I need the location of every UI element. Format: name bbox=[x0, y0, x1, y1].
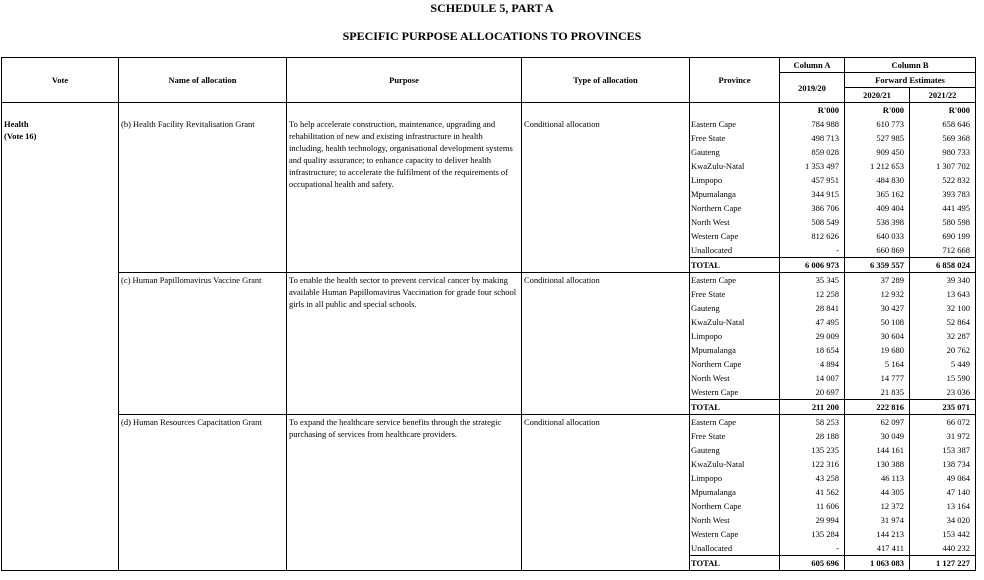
amount-b1: 14 777 bbox=[845, 371, 910, 385]
amount-a: 386 706 bbox=[780, 201, 845, 215]
unit-label-a: R'000 bbox=[780, 103, 845, 118]
province-name: Mpumalanga bbox=[690, 187, 780, 201]
amount-b2: 138 734 bbox=[910, 457, 976, 471]
amount-a: 47 495 bbox=[780, 315, 845, 329]
amount-b2: 980 733 bbox=[910, 145, 976, 159]
amount-a: 35 345 bbox=[780, 273, 845, 288]
allocation-type: Conditional allocation bbox=[522, 273, 690, 415]
province-name: Mpumalanga bbox=[690, 485, 780, 499]
amount-b1: 527 985 bbox=[845, 131, 910, 145]
total-b2: 6 858 024 bbox=[910, 258, 976, 273]
header-forward-estimates: Forward Estimates bbox=[845, 73, 976, 88]
allocation-purpose: To help accelerate construction, maintenance, upgrading and rehabilitation of new and existing infrastructure in health including, health technology, organisational development systems and quality assurance; to enhance capacity to deliver health infrastructure; to accelerate the fulfilment of the requirements of occupational health and safety. bbox=[287, 117, 522, 273]
province-cell bbox=[690, 103, 780, 118]
header-province: Province bbox=[690, 58, 780, 103]
amount-a: 28 841 bbox=[780, 301, 845, 315]
amount-b1: 31 974 bbox=[845, 513, 910, 527]
amount-b2: 47 140 bbox=[910, 485, 976, 499]
amount-a: 14 007 bbox=[780, 371, 845, 385]
province-name: North West bbox=[690, 513, 780, 527]
amount-a: 859 028 bbox=[780, 145, 845, 159]
amount-b2: 441 495 bbox=[910, 201, 976, 215]
amount-b1: 640 033 bbox=[845, 229, 910, 243]
amount-b2: 569 368 bbox=[910, 131, 976, 145]
header-column-a: Column A bbox=[780, 58, 845, 73]
amount-a: 135 235 bbox=[780, 443, 845, 457]
amount-b2: 440 232 bbox=[910, 541, 976, 556]
amount-b1: 30 427 bbox=[845, 301, 910, 315]
amount-b1: 19 680 bbox=[845, 343, 910, 357]
amount-a: 784 988 bbox=[780, 117, 845, 131]
schedule-title: SCHEDULE 5, PART A bbox=[430, 1, 554, 15]
total-label: TOTAL bbox=[690, 258, 780, 273]
amount-b1: 5 164 bbox=[845, 357, 910, 371]
province-name: Gauteng bbox=[690, 443, 780, 457]
province-name: Northern Cape bbox=[690, 499, 780, 513]
province-name: Limpopo bbox=[690, 329, 780, 343]
amount-b2: 31 972 bbox=[910, 429, 976, 443]
amount-b2: 153 442 bbox=[910, 527, 976, 541]
province-name: Western Cape bbox=[690, 229, 780, 243]
amount-b1: 144 161 bbox=[845, 443, 910, 457]
amount-b1: 538 398 bbox=[845, 215, 910, 229]
province-name: Unallocated bbox=[690, 541, 780, 556]
amount-a: 457 951 bbox=[780, 173, 845, 187]
amount-b1: 12 372 bbox=[845, 499, 910, 513]
allocation-purpose: To expand the healthcare service benefits through the strategic purchasing of services from healthcare providers. bbox=[287, 415, 522, 571]
amount-b2: 580 598 bbox=[910, 215, 976, 229]
amount-a: 58 253 bbox=[780, 415, 845, 430]
amount-a: 29 009 bbox=[780, 329, 845, 343]
amount-b1: 610 773 bbox=[845, 117, 910, 131]
amount-b2: 658 646 bbox=[910, 117, 976, 131]
unit-row bbox=[2, 103, 976, 118]
province-name: Free State bbox=[690, 287, 780, 301]
amount-b1: 12 932 bbox=[845, 287, 910, 301]
allocation-name: (d) Human Resources Capacitation Grant bbox=[119, 415, 287, 571]
total-label: TOTAL bbox=[690, 556, 780, 571]
amount-b1: 660 869 bbox=[845, 243, 910, 258]
amount-b2: 49 064 bbox=[910, 471, 976, 485]
amount-b2: 52 864 bbox=[910, 315, 976, 329]
total-b1: 1 063 083 bbox=[845, 556, 910, 571]
amount-b1: 30 049 bbox=[845, 429, 910, 443]
amount-b2: 39 340 bbox=[910, 273, 976, 288]
table-row bbox=[2, 273, 976, 288]
province-name: North West bbox=[690, 371, 780, 385]
amount-a: - bbox=[780, 243, 845, 258]
province-name: Eastern Cape bbox=[690, 273, 780, 288]
province-name: Gauteng bbox=[690, 145, 780, 159]
total-b1: 6 359 557 bbox=[845, 258, 910, 273]
header-purpose: Purpose bbox=[287, 58, 522, 103]
allocation-type: Conditional allocation bbox=[522, 117, 690, 273]
amount-b1: 909 450 bbox=[845, 145, 910, 159]
amount-b1: 130 388 bbox=[845, 457, 910, 471]
amount-b2: 1 307 702 bbox=[910, 159, 976, 173]
amount-b2: 20 762 bbox=[910, 343, 976, 357]
amount-b1: 46 113 bbox=[845, 471, 910, 485]
header-vote: Vote bbox=[2, 58, 119, 103]
table-row bbox=[2, 415, 976, 430]
amount-b2: 15 590 bbox=[910, 371, 976, 385]
type-cell bbox=[522, 103, 690, 118]
allocation-type: Conditional allocation bbox=[522, 415, 690, 571]
amount-b2: 712 668 bbox=[910, 243, 976, 258]
amount-b1: 62 097 bbox=[845, 415, 910, 430]
amount-b2: 13 164 bbox=[910, 499, 976, 513]
header-name: Name of allocation bbox=[119, 58, 287, 103]
province-name: KwaZulu-Natal bbox=[690, 159, 780, 173]
table-row bbox=[2, 117, 976, 131]
amount-a: 498 713 bbox=[780, 131, 845, 145]
vote-name: Health bbox=[4, 119, 29, 129]
amount-b2: 153 387 bbox=[910, 443, 976, 457]
allocation-purpose: To enable the health sector to prevent cervical cancer by making available Human Papillomavirus Vaccination for grade four school girls in all public and special schools. bbox=[287, 273, 522, 415]
amount-a: 122 316 bbox=[780, 457, 845, 471]
amount-b1: 44 305 bbox=[845, 485, 910, 499]
province-name: Free State bbox=[690, 131, 780, 145]
amount-b2: 393 783 bbox=[910, 187, 976, 201]
header-year-b1: 2020/21 bbox=[845, 88, 910, 103]
amount-b2: 32 287 bbox=[910, 329, 976, 343]
amount-b1: 30 604 bbox=[845, 329, 910, 343]
amount-a: 20 697 bbox=[780, 385, 845, 400]
province-name: Limpopo bbox=[690, 471, 780, 485]
total-b2: 1 127 227 bbox=[910, 556, 976, 571]
province-name: Western Cape bbox=[690, 527, 780, 541]
allocation-name: (b) Health Facility Revitalisation Grant bbox=[119, 117, 287, 273]
amount-b1: 37 289 bbox=[845, 273, 910, 288]
amount-b1: 409 404 bbox=[845, 201, 910, 215]
unit-label-b1: R'000 bbox=[845, 103, 910, 118]
amount-a: - bbox=[780, 541, 845, 556]
amount-b1: 484 830 bbox=[845, 173, 910, 187]
amount-a: 508 549 bbox=[780, 215, 845, 229]
amount-b2: 32 100 bbox=[910, 301, 976, 315]
amount-b1: 21 835 bbox=[845, 385, 910, 400]
amount-a: 41 562 bbox=[780, 485, 845, 499]
name-cell bbox=[119, 103, 287, 118]
unit-label-b2: R'000 bbox=[910, 103, 976, 118]
province-name: Free State bbox=[690, 429, 780, 443]
vote-number: (Vote 16) bbox=[4, 131, 37, 141]
province-name: KwaZulu-Natal bbox=[690, 315, 780, 329]
amount-b2: 34 020 bbox=[910, 513, 976, 527]
amount-b1: 144 213 bbox=[845, 527, 910, 541]
province-name: Gauteng bbox=[690, 301, 780, 315]
province-name: Eastern Cape bbox=[690, 415, 780, 430]
total-label: TOTAL bbox=[690, 400, 780, 415]
purpose-cell bbox=[287, 103, 522, 118]
allocation-name: (c) Human Papillomavirus Vaccine Grant bbox=[119, 273, 287, 415]
province-name: Eastern Cape bbox=[690, 117, 780, 131]
table-title: SPECIFIC PURPOSE ALLOCATIONS TO PROVINCES bbox=[342, 29, 642, 43]
amount-b2: 13 643 bbox=[910, 287, 976, 301]
amount-b2: 23 036 bbox=[910, 385, 976, 400]
allocations-table bbox=[1, 57, 976, 571]
amount-a: 12 258 bbox=[780, 287, 845, 301]
amount-b1: 365 162 bbox=[845, 187, 910, 201]
amount-b2: 522 832 bbox=[910, 173, 976, 187]
total-a: 6 006 973 bbox=[780, 258, 845, 273]
total-a: 211 200 bbox=[780, 400, 845, 415]
amount-a: 812 626 bbox=[780, 229, 845, 243]
amount-a: 43 258 bbox=[780, 471, 845, 485]
table-body bbox=[2, 103, 976, 571]
amount-b1: 417 411 bbox=[845, 541, 910, 556]
header-type: Type of allocation bbox=[522, 58, 690, 103]
amount-b1: 50 108 bbox=[845, 315, 910, 329]
amount-a: 135 284 bbox=[780, 527, 845, 541]
amount-a: 11 606 bbox=[780, 499, 845, 513]
province-name: North West bbox=[690, 215, 780, 229]
amount-b2: 66 072 bbox=[910, 415, 976, 430]
province-name: Limpopo bbox=[690, 173, 780, 187]
province-name: Northern Cape bbox=[690, 201, 780, 215]
province-name: Unallocated bbox=[690, 243, 780, 258]
province-name: Western Cape bbox=[690, 385, 780, 400]
amount-a: 18 654 bbox=[780, 343, 845, 357]
amount-b2: 690 199 bbox=[910, 229, 976, 243]
province-name: Mpumalanga bbox=[690, 343, 780, 357]
header-year-b2: 2021/22 bbox=[910, 88, 976, 103]
amount-a: 29 994 bbox=[780, 513, 845, 527]
amount-a: 1 353 497 bbox=[780, 159, 845, 173]
header-column-b: Column B bbox=[845, 58, 976, 73]
total-b2: 235 071 bbox=[910, 400, 976, 415]
amount-a: 4 894 bbox=[780, 357, 845, 371]
amount-a: 28 188 bbox=[780, 429, 845, 443]
amount-b1: 1 212 653 bbox=[845, 159, 910, 173]
amount-b2: 5 449 bbox=[910, 357, 976, 371]
province-name: Northern Cape bbox=[690, 357, 780, 371]
province-name: KwaZulu-Natal bbox=[690, 457, 780, 471]
header-year-a: 2019/20 bbox=[780, 73, 845, 103]
total-a: 605 696 bbox=[780, 556, 845, 571]
total-b1: 222 816 bbox=[845, 400, 910, 415]
vote-cell bbox=[2, 103, 119, 118]
vote-cell bbox=[2, 117, 119, 571]
amount-a: 344 915 bbox=[780, 187, 845, 201]
